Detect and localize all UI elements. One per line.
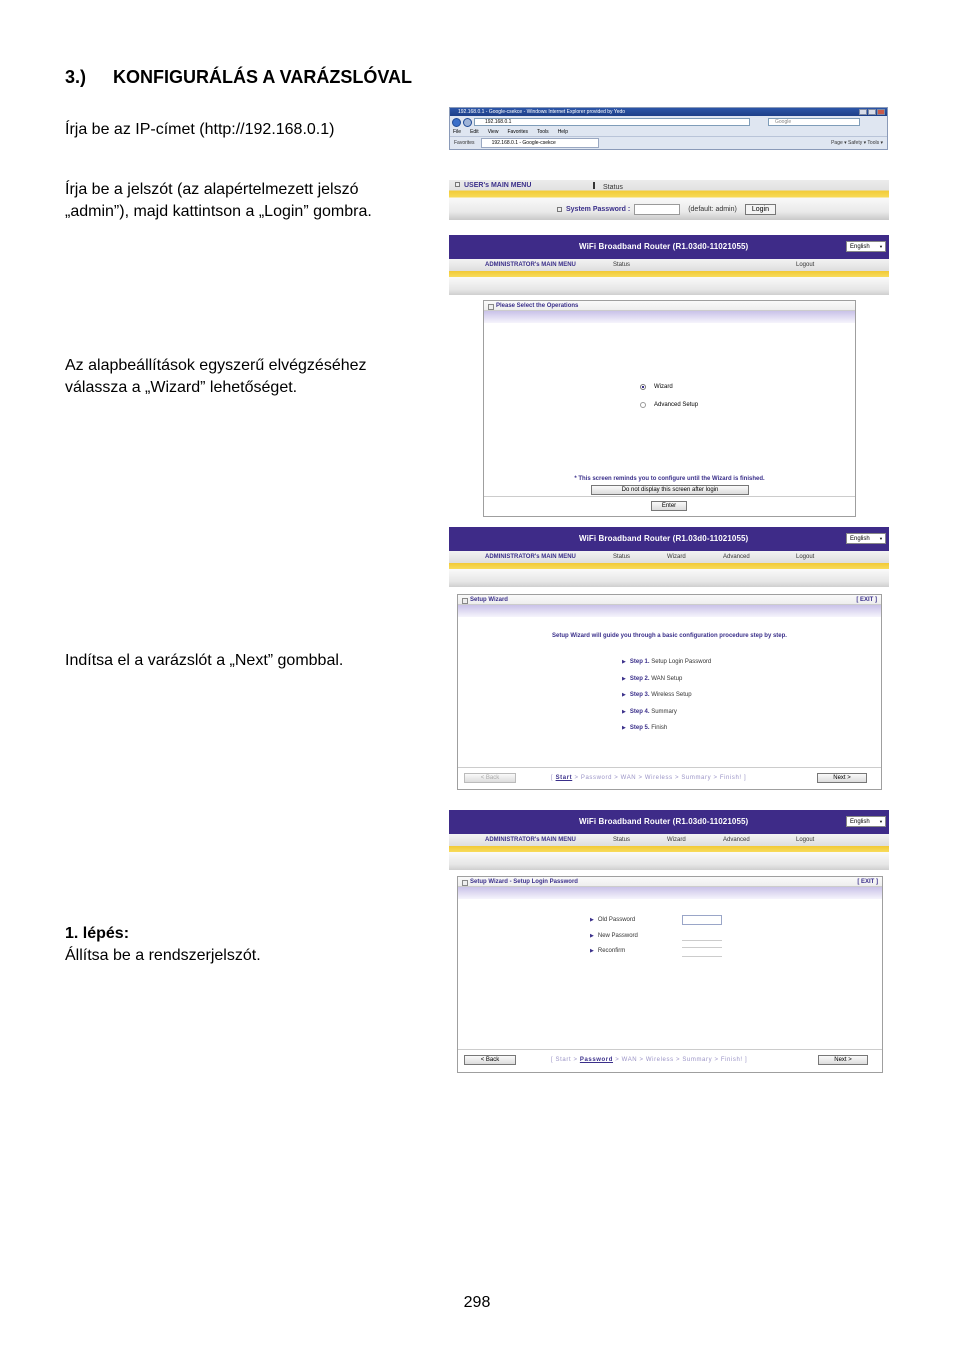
step1-title: 1. lépés:	[65, 925, 130, 942]
section-title: KONFIGURÁLÁS A VARÁZSLÓVAL	[113, 67, 412, 87]
language-select[interactable]: English ▼	[846, 533, 886, 544]
minimize-icon[interactable]	[859, 109, 867, 115]
back-button[interactable]: < Back	[464, 773, 516, 783]
bullet-icon	[557, 207, 562, 212]
router-title: WiFi Broadband Router (R1.03d0-11021055)	[579, 817, 749, 826]
browser-title: 192.168.0.1 - Google-csekce - Windows Internet Explorer provided by Yedo	[458, 109, 626, 115]
menu-help[interactable]: Help	[557, 129, 568, 135]
logout-link[interactable]: Logout	[796, 554, 815, 560]
instruction-next: Indítsa el a varázslót a „Next” gombbal.	[65, 652, 344, 669]
list-item: ▶ Step 5. Finish	[622, 725, 668, 731]
setup-wizard-screenshot	[449, 527, 889, 792]
menu-view[interactable]: View	[487, 129, 499, 135]
step1-text: Állítsa be a rendszerjelszót.	[65, 947, 261, 964]
router-title: WiFi Broadband Router (R1.03d0-11021055)	[579, 242, 749, 251]
status-link[interactable]: Status	[613, 837, 631, 843]
login-screenshot	[449, 180, 889, 220]
admin-main-menu[interactable]: ADMINISTRATOR's MAIN MENU	[485, 554, 576, 560]
section-number: 3.)	[65, 67, 87, 87]
new-password-input[interactable]	[682, 931, 722, 941]
menu-tools[interactable]: Tools	[537, 129, 549, 135]
maximize-icon[interactable]	[868, 109, 876, 115]
logout-link[interactable]: Logout	[796, 262, 815, 268]
next-button[interactable]: Next >	[818, 1055, 868, 1065]
instruction-password: Írja be a jelszót (az alapértelmezett jelszó „admin”), majd kattintson a „Login” gombra.	[65, 181, 372, 220]
option-wizard[interactable]: Wizard	[640, 384, 673, 390]
menu-file[interactable]: File	[453, 129, 462, 135]
wizard-breadcrumb: [ Start > Password > WAN > Wireless > Summary > Finish! ]	[551, 1057, 748, 1063]
browser-screenshot	[449, 107, 888, 150]
password-panel	[457, 876, 883, 1073]
language-select[interactable]: English ▼	[846, 241, 886, 252]
browser-tab[interactable]: 192.168.0.1 - Google-csekce	[481, 138, 599, 148]
instruction-wizard: Az alapbeállítások egyszerű elvégzéséhez válassza a „Wizard” lehetőséget.	[65, 357, 367, 396]
enter-button[interactable]: Enter	[651, 501, 687, 511]
language-select[interactable]: English ▼	[846, 816, 886, 827]
wizard-link[interactable]: Wizard	[667, 837, 686, 843]
exit-link[interactable]: [ EXIT ]	[856, 597, 877, 603]
status-icon	[593, 182, 600, 189]
wizard-intro: Setup Wizard will guide you through a basic configuration procedure step by step.	[552, 633, 787, 639]
field-reconfirm: ▶ Reconfirm	[590, 948, 626, 954]
next-button[interactable]: Next >	[817, 773, 867, 783]
operations-panel	[483, 300, 856, 517]
option-advanced[interactable]: Advanced Setup	[640, 402, 698, 408]
password-label: System Password :	[566, 206, 631, 213]
browser-menubar	[450, 128, 887, 137]
password-fields	[590, 917, 638, 964]
logout-link[interactable]: Logout	[796, 837, 815, 843]
wizard-panel	[457, 594, 882, 790]
menu-favorites[interactable]: Favorites	[507, 129, 528, 135]
admin-main-menu[interactable]: ADMINISTRATOR's MAIN MENU	[485, 262, 576, 268]
forward-icon[interactable]	[463, 118, 472, 127]
operations-title: Please Select the Operations	[484, 301, 855, 311]
field-old-password: ▶ Old Password	[590, 917, 636, 923]
password-input[interactable]	[634, 204, 680, 215]
radio-icon[interactable]	[640, 384, 646, 390]
list-item: ▶ Step 3. Wireless Setup	[622, 692, 692, 698]
setup-password-screenshot	[449, 810, 889, 1077]
menu-edit[interactable]: Edit	[470, 129, 479, 135]
field-new-password: ▶ New Password	[590, 932, 638, 939]
admin-main-menu[interactable]: ADMINISTRATOR's MAIN MENU	[485, 837, 576, 843]
old-password-input[interactable]	[682, 915, 722, 925]
radio-icon[interactable]	[640, 402, 646, 408]
favorites-button[interactable]: Favorites	[454, 140, 475, 146]
wizard-breadcrumb: [ Start > Password > WAN > Wireless > Summary > Finish! ]	[551, 775, 747, 781]
password-step-title: Setup Wizard - Setup Login Password	[470, 879, 578, 885]
wizard-link[interactable]: Wizard	[667, 554, 686, 560]
browser-tools[interactable]: Page ▾ Safety ▾ Tools ▾	[831, 140, 883, 146]
list-item: ▶ Step 4. Summary	[622, 708, 677, 715]
default-hint: (default: admin)	[688, 206, 737, 213]
instruction-ip: Írja be az IP-címet (http://192.168.0.1)	[65, 121, 335, 138]
list-item: ▶ Step 2. WAN Setup	[622, 675, 683, 682]
page-number: 298	[463, 1294, 491, 1311]
exit-link[interactable]: [ EXIT ]	[857, 879, 878, 885]
back-button[interactable]: < Back	[464, 1055, 516, 1065]
router-header-screenshot-1	[449, 235, 889, 295]
search-input[interactable]: Google	[768, 118, 860, 126]
wizard-title: Setup Wizard	[470, 597, 508, 603]
address-bar[interactable]: 192.168.0.1	[474, 118, 750, 126]
status-link[interactable]: Status	[613, 554, 631, 560]
back-icon[interactable]	[452, 118, 461, 127]
login-button[interactable]: Login	[745, 204, 776, 215]
status-link[interactable]: Status	[613, 262, 631, 268]
do-not-display-button[interactable]: Do not display this screen after login	[591, 485, 749, 495]
browser-titlebar	[450, 108, 887, 116]
wizard-steps	[622, 659, 711, 742]
wizard-reminder: * This screen reminds you to configure until the Wizard is finished.	[574, 476, 765, 482]
close-icon[interactable]	[877, 109, 885, 115]
reconfirm-input[interactable]	[682, 947, 722, 957]
user-main-menu[interactable]: USER's MAIN MENU	[455, 182, 531, 189]
router-title: WiFi Broadband Router (R1.03d0-11021055)	[579, 534, 749, 543]
advanced-link[interactable]: Advanced	[723, 554, 750, 560]
advanced-link[interactable]: Advanced	[723, 837, 750, 843]
section-heading	[65, 67, 412, 88]
status-link[interactable]: Status	[593, 182, 623, 191]
list-item: ▶ Step 1. Setup Login Password	[622, 659, 712, 665]
